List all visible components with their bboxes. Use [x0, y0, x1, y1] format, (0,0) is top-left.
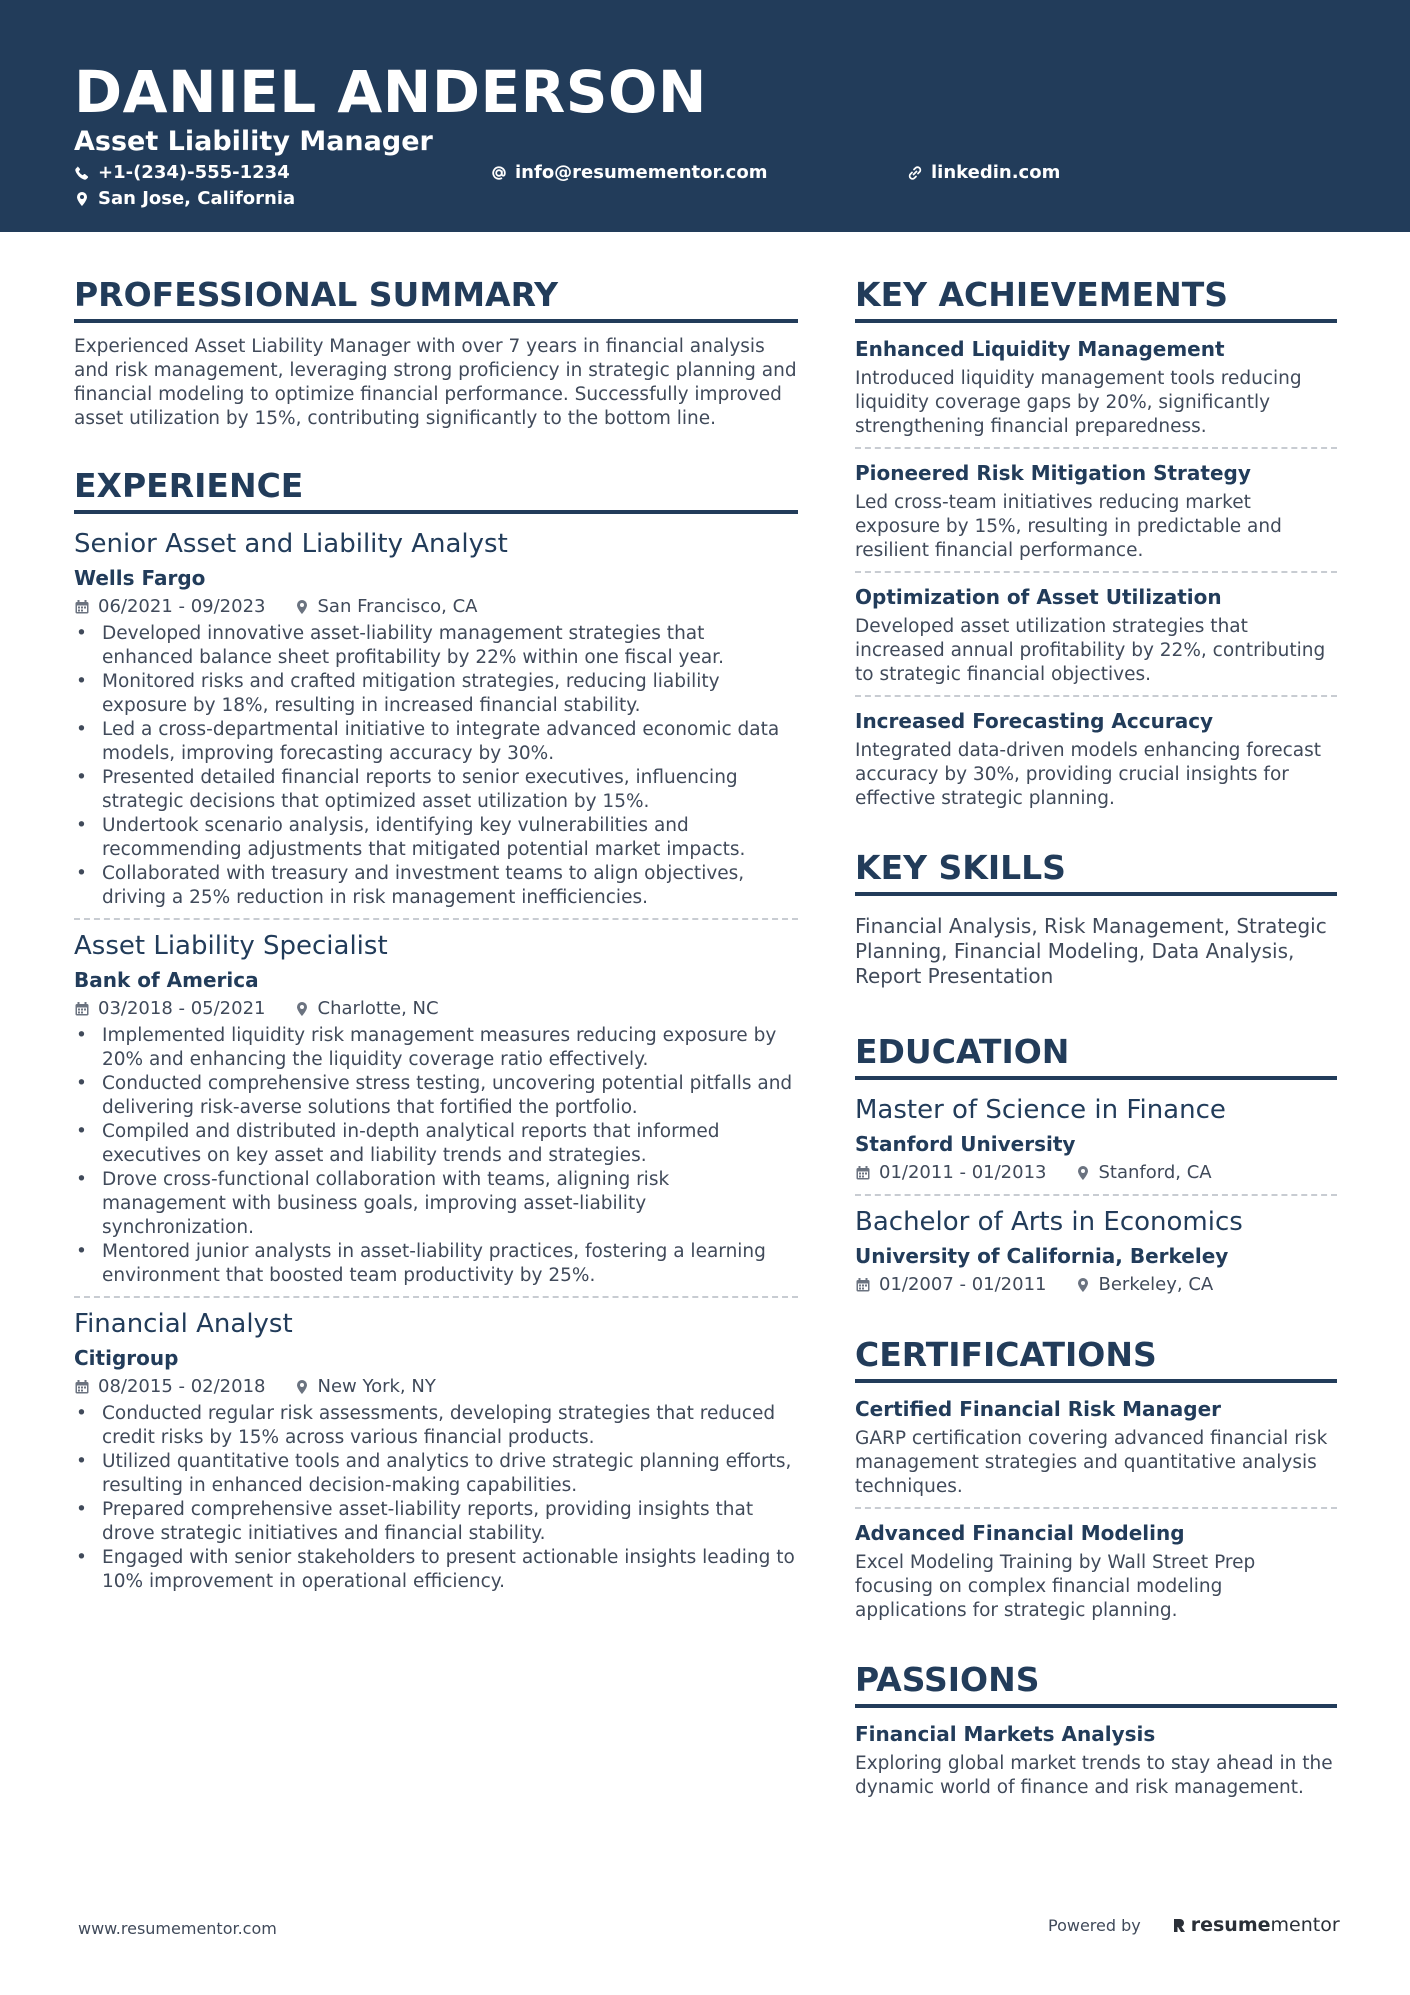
education-meta: [855, 1160, 1337, 1186]
footer-powered: [1048, 1914, 1340, 1936]
education-location-text: Stanford, CA: [1098, 1162, 1212, 1183]
list-item: • Prepared comprehensive asset-liability reports, providing insights that drove strategic initiatives and financial stability.: [74, 1498, 798, 1546]
calendar-icon: [74, 1001, 90, 1017]
achievement-title: Optimization of Asset Utilization: [855, 585, 1222, 609]
contact-phone[interactable]: [74, 161, 290, 185]
skills-text: Financial Analysis, Risk Management, Strategic Planning, Financial Modeling, Data Analysis, Report Presentation: [855, 914, 1327, 988]
contact-email[interactable]: [491, 161, 767, 185]
list-item: • Conducted regular risk assessments, developing strategies that reduced credit risks by 15% across various financial products.: [74, 1402, 798, 1450]
achievement-title: Increased Forecasting Accuracy: [855, 709, 1214, 733]
degree-title: Bachelor of Arts in Economics: [855, 1207, 1243, 1237]
education-entry: [855, 1204, 1337, 1298]
section-title: KEY SKILLS: [855, 845, 1337, 896]
right-column: [855, 272, 1337, 1800]
education-section: [855, 1029, 1337, 1298]
company-name: Bank of America: [74, 968, 259, 992]
calendar-icon: [855, 1165, 871, 1181]
job-bullets: [74, 1402, 798, 1594]
brand-logo[interactable]: [1171, 1914, 1340, 1936]
divider: [855, 1507, 1337, 1509]
education-dates: 01/2011 - 01/2013: [879, 1162, 1047, 1183]
experience-entry: [74, 1306, 798, 1594]
achievement-title: Pioneered Risk Mitigation Strategy: [855, 461, 1251, 485]
education-location: [1075, 1272, 1214, 1298]
left-column: [74, 272, 798, 1594]
location-text: San Jose, California: [98, 188, 296, 209]
divider: [855, 447, 1337, 449]
resume-header: [0, 0, 1410, 232]
passion-text: Exploring global market trends to stay ahead in the dynamic world of finance and risk management.: [855, 1753, 1333, 1798]
location-pin-icon: [294, 599, 310, 615]
passion-title: Financial Markets Analysis: [855, 1722, 1156, 1746]
job-location-text: San Francisco, CA: [317, 596, 478, 617]
skills-section: [855, 845, 1337, 989]
calendar-icon: [74, 1379, 90, 1395]
achievement-item: [855, 335, 1337, 439]
list-item: • Undertook scenario analysis, identifying key vulnerabilities and recommending adjustments that mitigated potential market impacts.: [74, 814, 798, 862]
section-title: EDUCATION: [855, 1029, 1337, 1080]
job-meta: [74, 996, 798, 1022]
divider: [855, 695, 1337, 697]
at-icon: [491, 165, 507, 181]
list-item: • Developed innovative asset-liability management strategies that enhanced balance sheet profitability by 22% within one fiscal year.: [74, 622, 798, 670]
achievement-item: [855, 583, 1337, 687]
education-dates: 01/2007 - 01/2011: [879, 1274, 1047, 1295]
summary-section: [74, 272, 798, 431]
list-item: • Collaborated with treasury and investment teams to align objectives, driving a 25% reduction in risk management inefficiencies.: [74, 862, 798, 910]
job-bullets: [74, 1024, 798, 1288]
list-item: • Compiled and distributed in-depth analytical reports that informed executives on key asset and liability trends and strategies.: [74, 1120, 798, 1168]
link-icon: [907, 165, 923, 181]
education-meta: [855, 1272, 1337, 1298]
summary-text: Experienced Asset Liability Manager with over 7 years in financial analysis and risk management, leveraging strong proficiency in strategic planning and financial modeling to optimize financial performance. Successfully improved asset utilization by 15%, contributing significantly to the bottom line.: [74, 336, 797, 429]
divider: [74, 918, 798, 920]
list-item: • Drove cross-functional collaboration with teams, aligning risk management with business goals, improving asset-liability synchronization.: [74, 1168, 798, 1240]
job-location: [294, 996, 439, 1022]
job-meta: [74, 1374, 798, 1400]
job-location: [294, 594, 478, 620]
job-meta: [74, 594, 798, 620]
achievement-text: Introduced liquidity management tools reducing liquidity coverage gaps by 20%, significantly strengthening financial preparedness.: [855, 368, 1302, 437]
achievement-text: Developed asset utilization strategies that increased annual profitability by 22%, contributing to strategic financial objectives.: [855, 616, 1326, 685]
brand-bold: resume: [1190, 1914, 1271, 1936]
location-pin-icon: [74, 191, 90, 207]
achievement-text: Led cross-team initiatives reducing market exposure by 15%, resulting in predictable and resilient financial performance.: [855, 492, 1282, 561]
list-item: • Utilized quantitative tools and analytics to drive strategic planning efforts, resulting in enhanced decision-making capabilities.: [74, 1450, 798, 1498]
section-title: PROFESSIONAL SUMMARY: [74, 272, 798, 323]
certification-title: Certified Financial Risk Manager: [855, 1397, 1222, 1421]
candidate-name: DANIEL ANDERSON: [74, 58, 707, 126]
location-pin-icon: [1075, 1165, 1091, 1181]
contact-location: [74, 187, 295, 211]
job-location-text: Charlotte, NC: [317, 998, 439, 1019]
job-title: Senior Asset and Liability Analyst: [74, 529, 508, 559]
achievement-title: Enhanced Liquidity Management: [855, 337, 1225, 361]
powered-by-label: Powered by: [1048, 1915, 1141, 1935]
divider: [74, 1296, 798, 1298]
job-location-text: New York, NY: [317, 1376, 436, 1397]
company-name: Wells Fargo: [74, 566, 206, 590]
section-title: EXPERIENCE: [74, 463, 798, 514]
passions-section: [855, 1657, 1337, 1800]
achievement-text: Integrated data-driven models enhancing forecast accuracy by 30%, providing crucial insights for effective strategic planning.: [855, 740, 1322, 809]
location-pin-icon: [294, 1379, 310, 1395]
phone-icon: [74, 165, 90, 181]
job-dates: 08/2015 - 02/2018: [98, 1376, 266, 1397]
contact-linkedin[interactable]: [907, 161, 1060, 185]
divider: [855, 1194, 1337, 1196]
list-item: • Monitored risks and crafted mitigation strategies, reducing liability exposure by 18%, resulting in increased financial stability.: [74, 670, 798, 718]
education-location-text: Berkeley, CA: [1098, 1274, 1214, 1295]
school-name: University of California, Berkeley: [855, 1244, 1229, 1268]
experience-section: [74, 463, 798, 1594]
list-item: • Conducted comprehensive stress testing, uncovering potential pitfalls and delivering risk-averse solutions that fortified the portfolio.: [74, 1072, 798, 1120]
certification-text: Excel Modeling Training by Wall Street Prep focusing on complex financial modeling applications for strategic planning.: [855, 1552, 1256, 1621]
job-dates: 06/2021 - 09/2023: [98, 596, 266, 617]
job-dates: 03/2018 - 05/2021: [98, 998, 266, 1019]
email-text: info@resumementor.com: [515, 162, 768, 183]
achievement-item: [855, 459, 1337, 563]
experience-entry: [74, 928, 798, 1288]
linkedin-text: linkedin.com: [931, 162, 1061, 183]
school-name: Stanford University: [855, 1132, 1076, 1156]
calendar-icon: [855, 1277, 871, 1293]
certification-item: [855, 1519, 1337, 1623]
degree-title: Master of Science in Finance: [855, 1095, 1226, 1125]
section-title: PASSIONS: [855, 1657, 1337, 1708]
section-title: KEY ACHIEVEMENTS: [855, 272, 1337, 323]
passion-item: [855, 1720, 1337, 1800]
location-pin-icon: [1075, 1277, 1091, 1293]
phone-text: +1-(234)-555-1234: [98, 162, 290, 183]
calendar-icon: [74, 599, 90, 615]
job-location: [294, 1374, 436, 1400]
divider: [855, 571, 1337, 573]
resumementor-logo-icon: [1171, 1916, 1187, 1934]
certification-title: Advanced Financial Modeling: [855, 1521, 1185, 1545]
footer-website[interactable]: www.resumementor.com: [78, 1919, 277, 1938]
education-location: [1075, 1160, 1212, 1186]
certifications-section: [855, 1332, 1337, 1623]
education-entry: [855, 1092, 1337, 1186]
company-name: Citigroup: [74, 1346, 179, 1370]
experience-entry: [74, 526, 798, 910]
location-pin-icon: [294, 1001, 310, 1017]
job-title: Financial Analyst: [74, 1309, 293, 1339]
brand-light: mentor: [1270, 1914, 1340, 1936]
list-item: • Led a cross-departmental initiative to integrate advanced economic data models, improving forecasting accuracy by 30%.: [74, 718, 798, 766]
certification-text: GARP certification covering advanced financial risk management strategies and quantitative analysis techniques.: [855, 1428, 1328, 1497]
section-title: CERTIFICATIONS: [855, 1332, 1337, 1383]
job-bullets: [74, 622, 798, 910]
job-title: Asset Liability Specialist: [74, 931, 388, 961]
certification-item: [855, 1395, 1337, 1499]
list-item: • Engaged with senior stakeholders to present actionable insights leading to 10% improvement in operational efficiency.: [74, 1546, 798, 1594]
candidate-title: Asset Liability Manager: [74, 126, 433, 157]
list-item: • Implemented liquidity risk management measures reducing exposure by 20% and enhancing the liquidity coverage ratio effectively.: [74, 1024, 798, 1072]
achievement-item: [855, 707, 1337, 811]
achievements-section: [855, 272, 1337, 811]
list-item: • Presented detailed financial reports to senior executives, influencing strategic decisions that optimized asset utilization by 15%.: [74, 766, 798, 814]
list-item: • Mentored junior analysts in asset-liability practices, fostering a learning environment that boosted team productivity by 25%.: [74, 1240, 798, 1288]
